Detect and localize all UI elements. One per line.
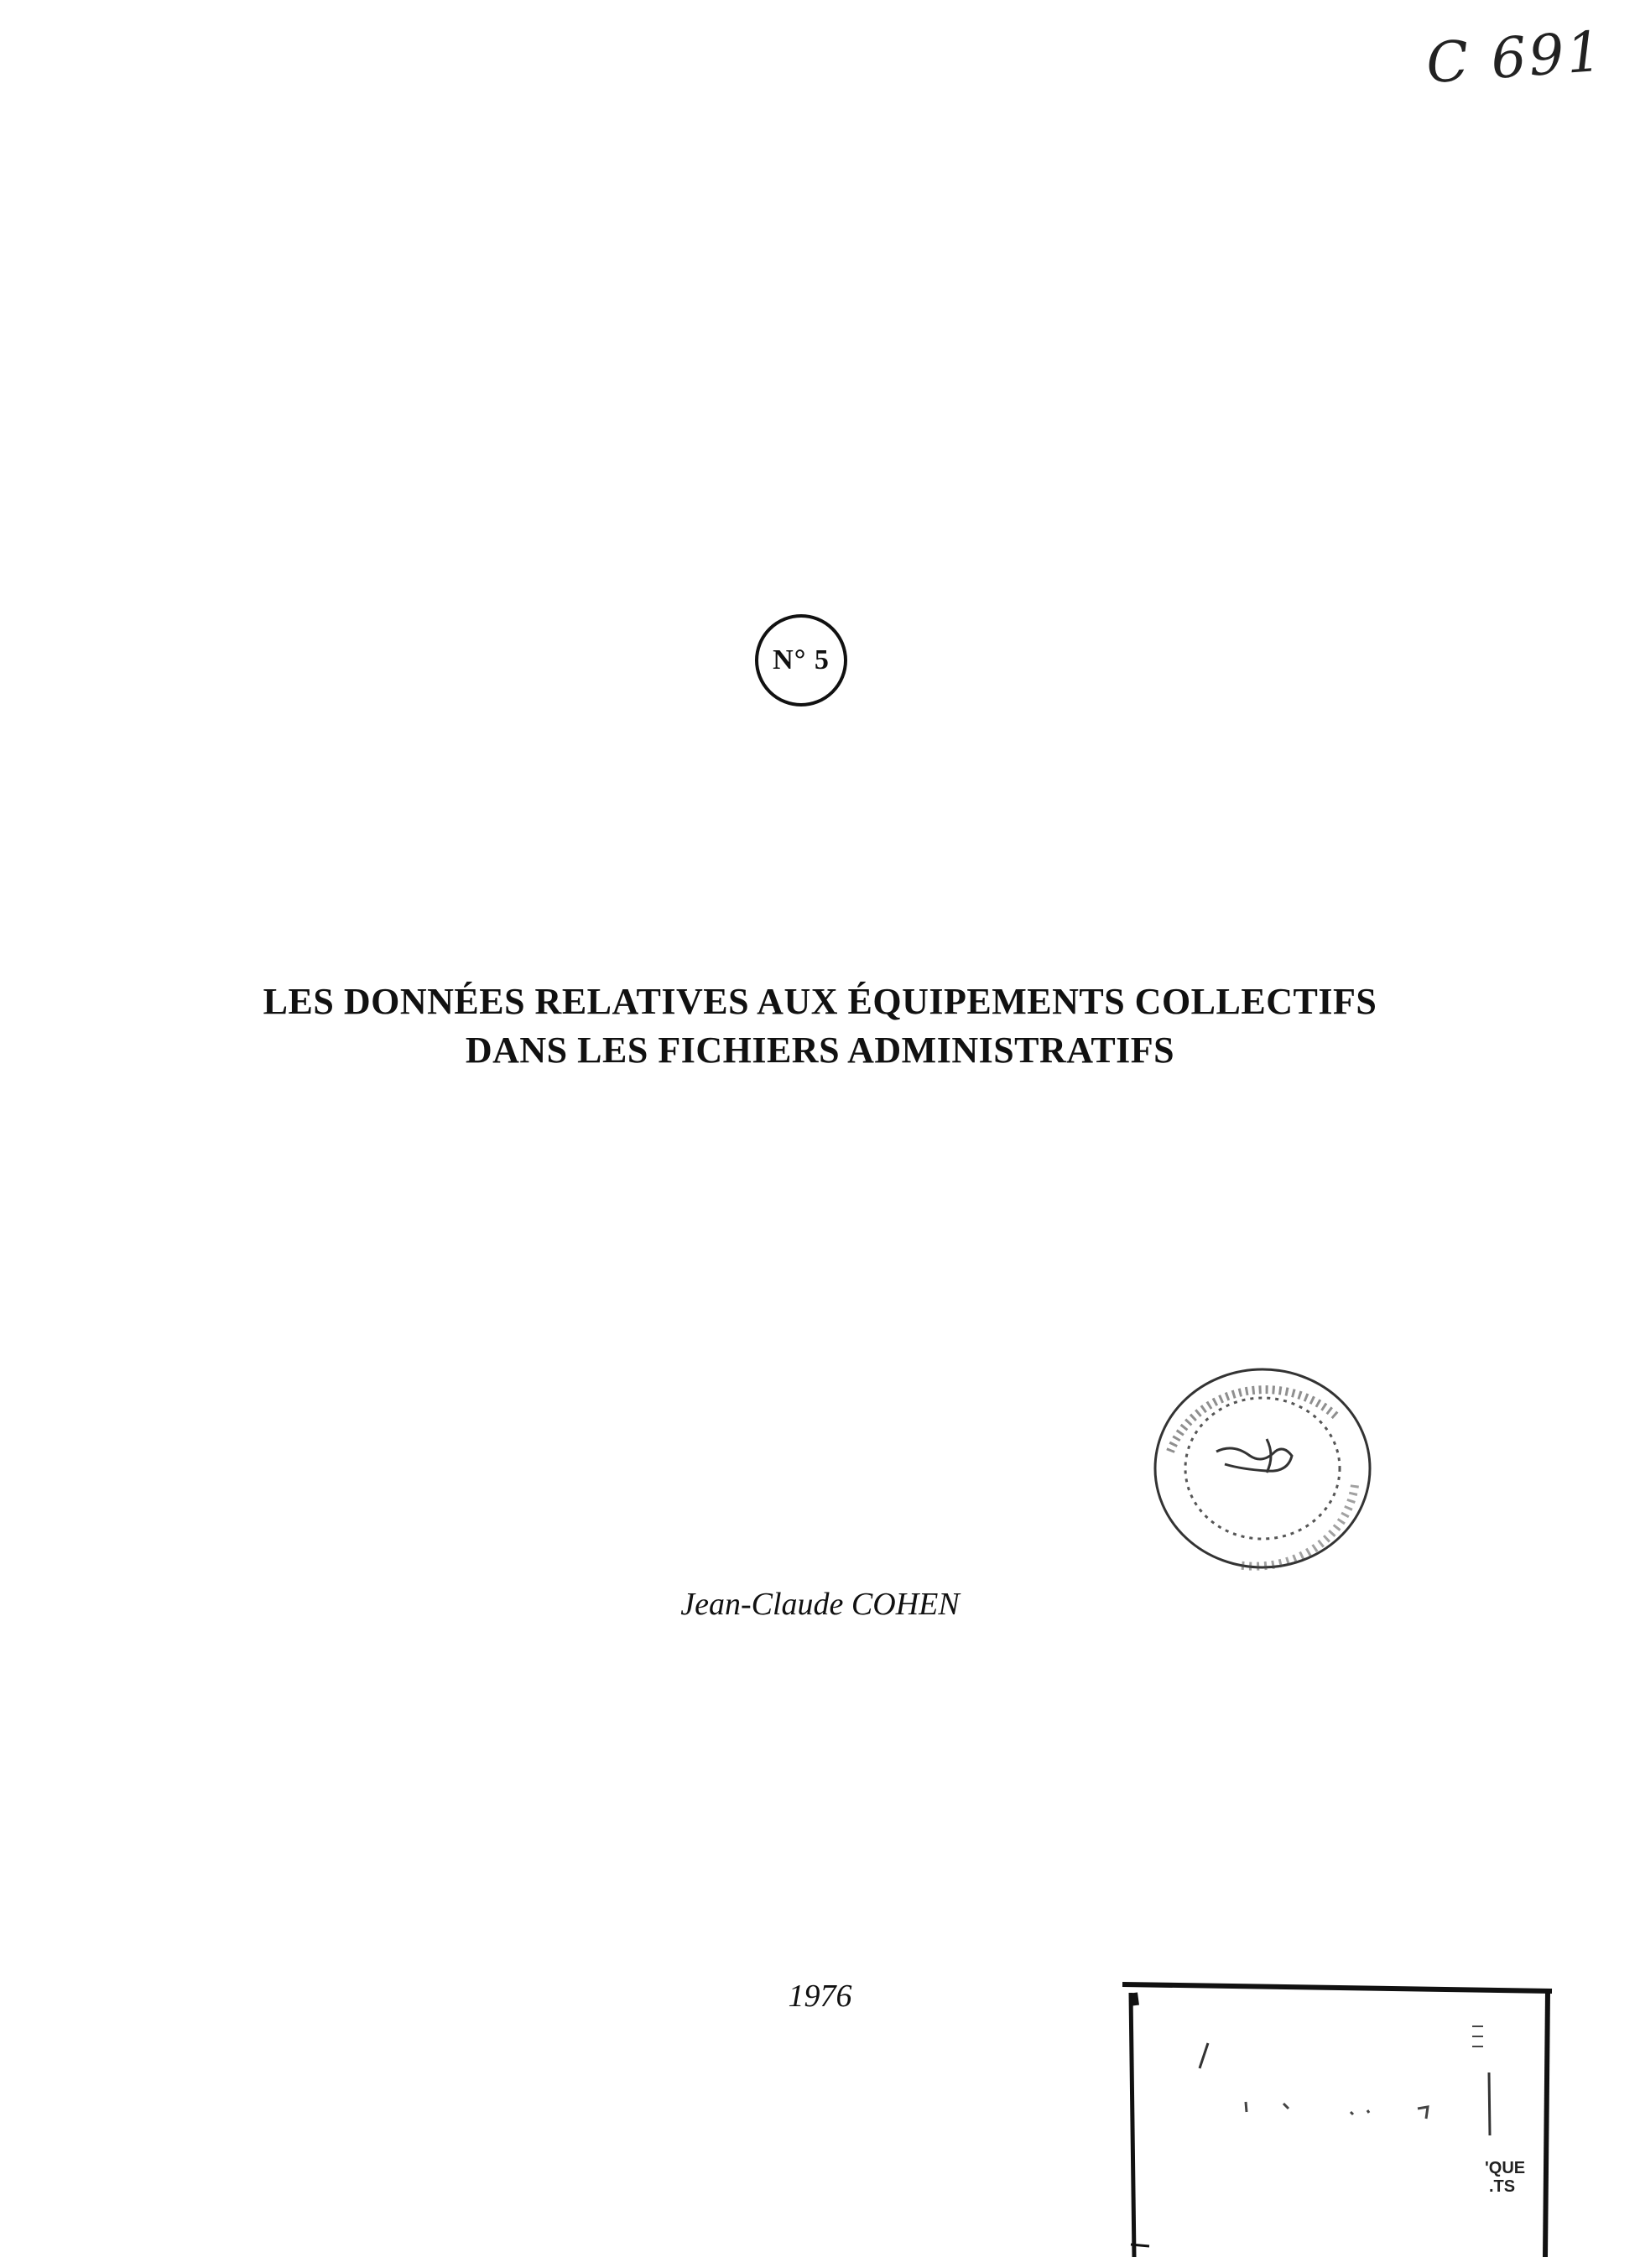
document-title (0, 978, 1640, 1075)
rectangular-stamp (1116, 1968, 1560, 2261)
publication-year: 1976 (788, 1979, 852, 2014)
stamp-text-1: 'QUE (1485, 2159, 1526, 2177)
title-line-2: DANS LES FICHIERS ADMINISTRATIFS (465, 1030, 1175, 1071)
issue-number-badge (755, 614, 847, 706)
handwritten-call-number: C 691 (1424, 18, 1606, 96)
author-name: Jean-Claude COHEN (680, 1587, 960, 1622)
stamp-text-2: .TS (1489, 2177, 1516, 2196)
library-seal-icon (1137, 1359, 1380, 1577)
title-line-1: LES DONNÉES RELATIVES AUX ÉQUIPEMENTS COLLECTIFS (263, 981, 1377, 1022)
rectangular-stamp-frame-icon (1116, 1968, 1560, 2261)
issue-number-label: N° 5 (773, 644, 830, 675)
